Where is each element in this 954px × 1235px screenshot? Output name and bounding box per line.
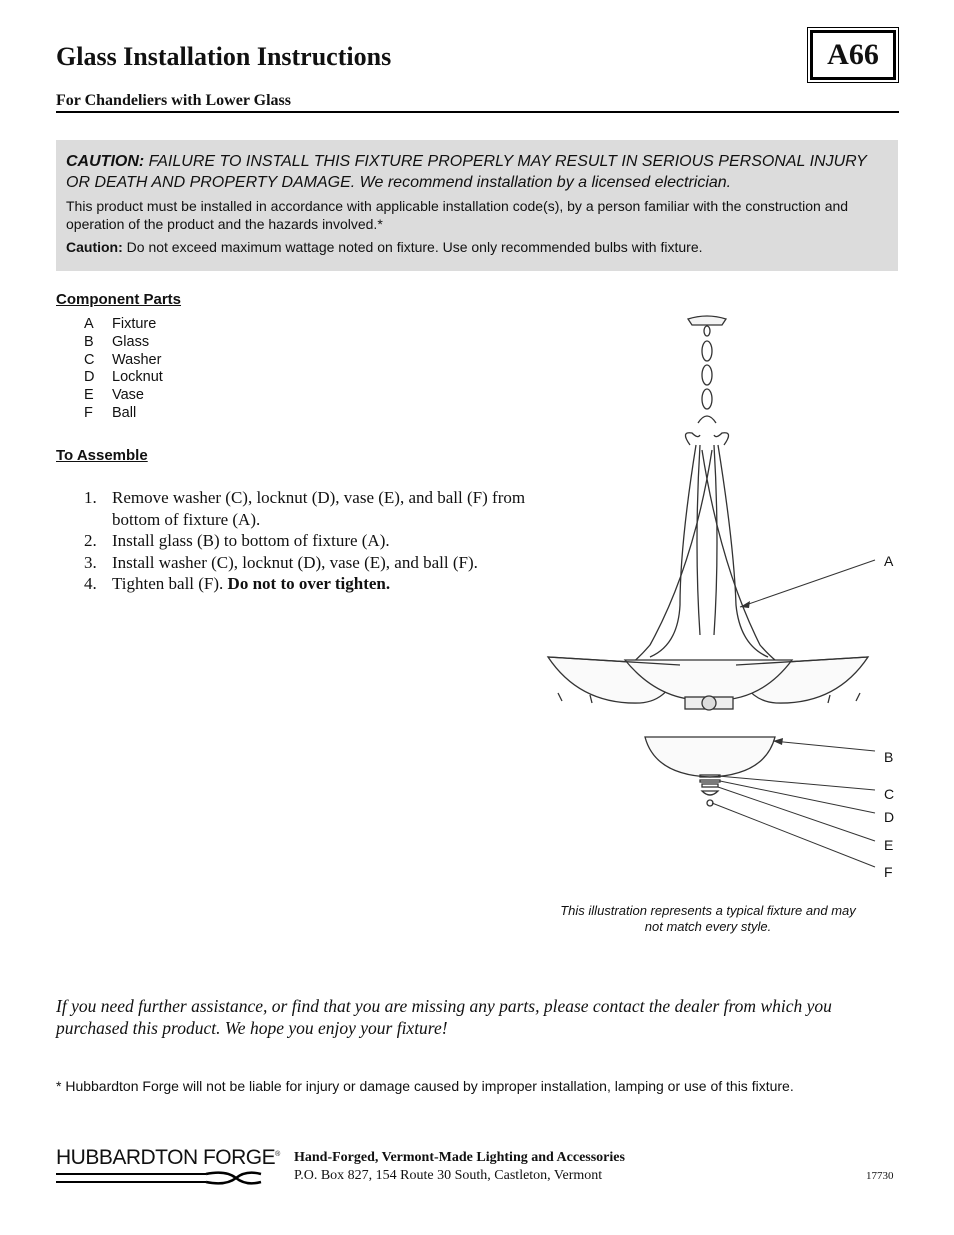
step-text [112,573,544,595]
chandelier-diagram [530,305,930,895]
illustration-caption: This illustration represents a typical fixture and may not match every style. [560,903,856,934]
part-letter: B [84,333,94,350]
label-a: A [884,553,894,569]
help-text: If you need further assistance, or find that you are missing any parts, please contact the dealer from which you purchased this product. We hope you enjoy your fixture! [56,996,832,1038]
part-letter: D [84,369,95,386]
footer-tagline: Hand-Forged, Vermont-Made Lighting and Accessories [294,1150,625,1165]
list-item [84,387,163,405]
step-text: Install washer (C), locknut (D), vase (E), and ball (F). [112,552,478,572]
label-c: C [884,786,895,802]
installation-note: This product must be installed in accordance with applicable installation code(s), by a person familiar with the construction and operation of the product and the hazards involved.* [66,198,849,232]
part-name: Glass [112,333,150,350]
wattage-caution [66,238,886,256]
component-parts-list [84,316,163,423]
label-f: F [884,864,893,880]
step-item [84,552,544,574]
part-name: Vase [112,387,144,404]
list-item [84,405,163,423]
step-warning: Do not to over tighten. [227,574,391,594]
page-subtitle: For Chandeliers with Lower Glass [56,92,291,109]
step-number: 2. [84,531,97,551]
part-name: Locknut [112,369,163,386]
part-name: Fixture [112,316,157,332]
step-text: Install glass (B) to bottom of fixture (A). [112,531,390,551]
step-number: 4. [84,574,97,594]
part-letter: E [84,387,94,404]
list-item [84,334,163,352]
registered-mark: ® [275,1151,280,1158]
assemble-heading: To Assemble [56,447,148,464]
brand-logo-text: HUBBARDTON FORGE [56,1146,276,1169]
step-number: 3. [84,552,97,572]
label-d: D [884,809,895,825]
part-letter: F [84,404,93,421]
label-e: E [884,837,894,853]
list-item [84,352,163,370]
header-divider [56,111,899,113]
brand-logo [56,1146,280,1170]
part-name: Ball [112,404,137,421]
caution-text: FAILURE TO INSTALL THIS FIXTURE PROPERLY MAY RESULT IN SERIOUS PERSONAL INJURY OR DEATH AND PROPERTY DAMAGE. We recommend installation by a licensed electrician. [66,153,867,191]
part-name: Washer [112,351,162,368]
label-b: B [884,749,894,765]
part-letter: A [84,316,94,332]
wattage-label: Caution: [66,239,123,255]
step-number: 1. [84,488,97,507]
page-title: Glass Installation Instructions [56,42,392,71]
part-letter: C [84,351,95,368]
component-parts-heading: Component Parts [56,291,182,308]
liability-note: * Hubbardton Forge will not be liable for injury or damage caused by improper installation, lamping or use of this fixture. [56,1078,794,1094]
document-number: 17730 [866,1170,894,1182]
step-item [84,573,544,595]
logo-swoosh-icon [56,1168,266,1188]
footer-address: P.O. Box 827, 154 Route 30 South, Castleton, Vermont [294,1168,603,1183]
step-text-main: Tighten ball (F). [112,574,228,594]
assembly-steps [84,487,544,595]
document-code-badge: A66 [810,30,896,80]
caution-label: CAUTION: [66,153,145,170]
step-item [84,530,544,552]
list-item [84,369,163,387]
step-text: Remove washer (C), locknut (D), vase (E), and ball (F) from bottom of fixture (A). [112,488,526,529]
list-item [84,316,163,334]
step-item [84,487,544,530]
wattage-text: Do not exceed maximum wattage noted on fixture. Use only recommended bulbs with fixture. [122,239,703,255]
caution-warning [66,151,886,193]
